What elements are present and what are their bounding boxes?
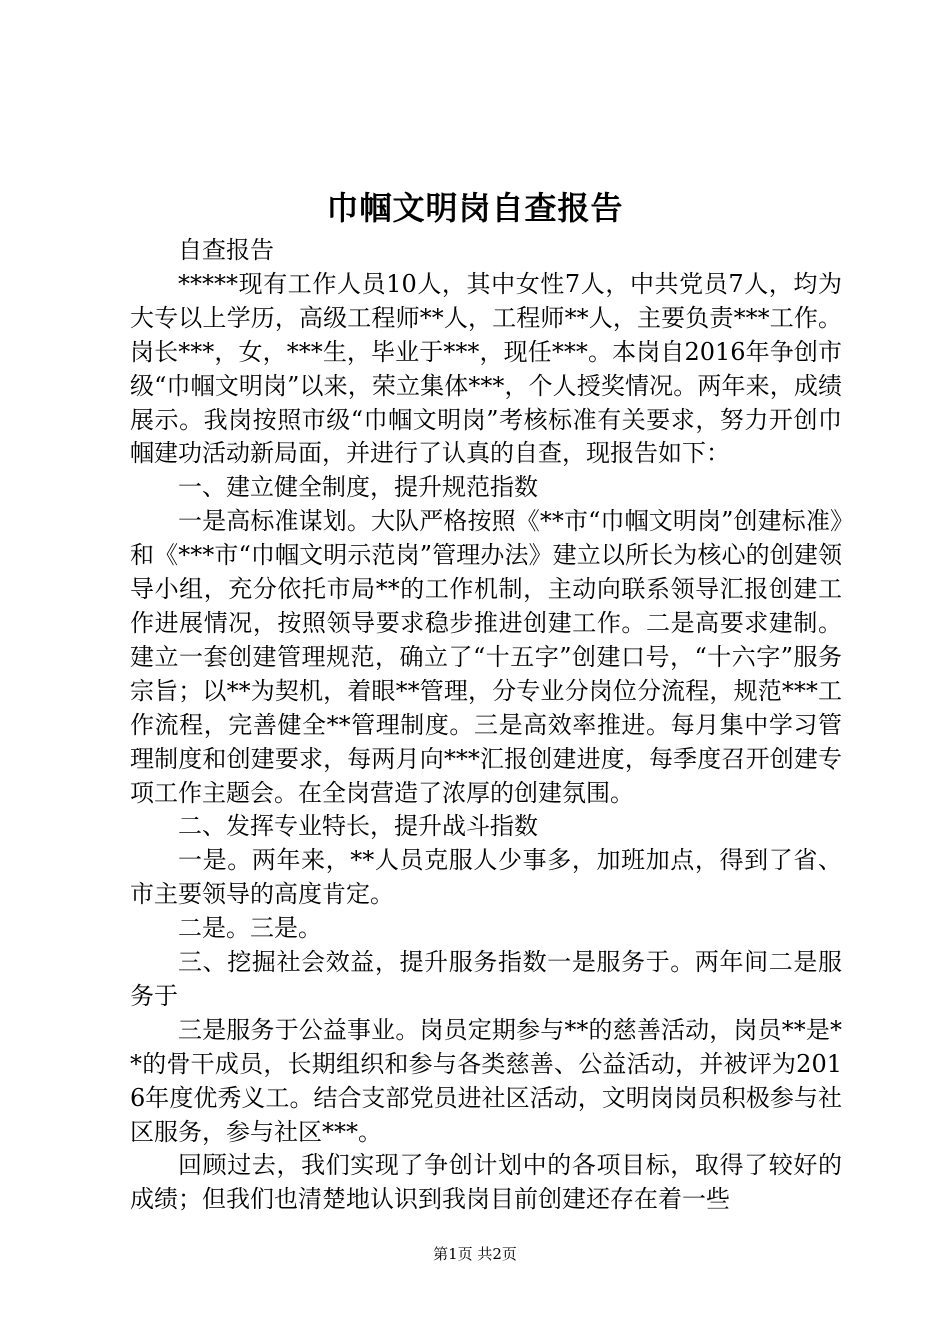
section-heading-2: 二、发挥专业特长，提升战斗指数 [178, 812, 538, 841]
paragraph-section-3: 三是服务于公益事业。岗员定期参与**的慈善活动，岗员**是**的骨干成员，长期组织和参与各类慈善、公益活动，并被评为2016年度优秀义工。结合支部党员进社区活动，文明岗岗员积极参与社区服务，参与社区***。 [130, 1015, 842, 1146]
paragraph-subtitle: 自查报告 [178, 236, 274, 264]
paragraph-section-2b: 二是。三是。 [178, 914, 322, 943]
page-number-footer: 第1页 共2页 [433, 1245, 517, 1263]
paragraph-review: 回顾过去，我们实现了争创计划中的各项目标，取得了较好的成绩；但我们也清楚地认识到我岗目前创建还存在着一些 [130, 1151, 842, 1214]
paragraph-intro: *****现有工作人员10人，其中女性7人，中共党员7人，均为大专以上学历，高级工程师**人，工程师**人，主要负责***工作。岗长***，女，***生，毕业于***，现任***。本岗自2016年争创市级“巾帼文明岗”以来，荣立集体***，个人授奖情况。两年来，成绩展示。我岗按照市级“巾帼文明岗”考核标准有关要求，努力开创巾帼建功活动新局面，并进行了认真的自查，现报告如下： [130, 269, 842, 468]
paragraph-section-2a: 一是。两年来，**人员克服人少事多，加班加点，得到了省、市主要领导的高度肯定。 [130, 846, 842, 909]
section-heading-1: 一、建立健全制度，提升规范指数 [178, 473, 538, 502]
document-title: 巾帼文明岗自查报告 [326, 189, 624, 227]
section-heading-3: 三、挖掘社会效益，提升服务指数一是服务于。两年间二是服务于 [130, 948, 842, 1010]
paragraph-section-1: 一是高标准谋划。大队严格按照《**市“巾帼文明岗”创建标准》和《***市“巾帼文明示范岗”管理办法》建立以所长为核心的创建领导小组，充分依托市局**的工作机制，主动向联系领导汇报创建工作进展情况，按照领导要求稳步推进创建工作。二是高要求建制。建立一套创建管理规范，确立了“十五字”创建口号，“十六字”服务宗旨；以**为契机，着眼**管理，分专业分岗位分流程，规范***工作流程，完善健全**管理制度。三是高效率推进。每月集中学习管理制度和创建要求，每两月向***汇报创建进度，每季度召开创建专项工作主题会。在全岗营造了浓厚的创建氛围。 [130, 507, 842, 807]
document-body [130, 234, 842, 1217]
